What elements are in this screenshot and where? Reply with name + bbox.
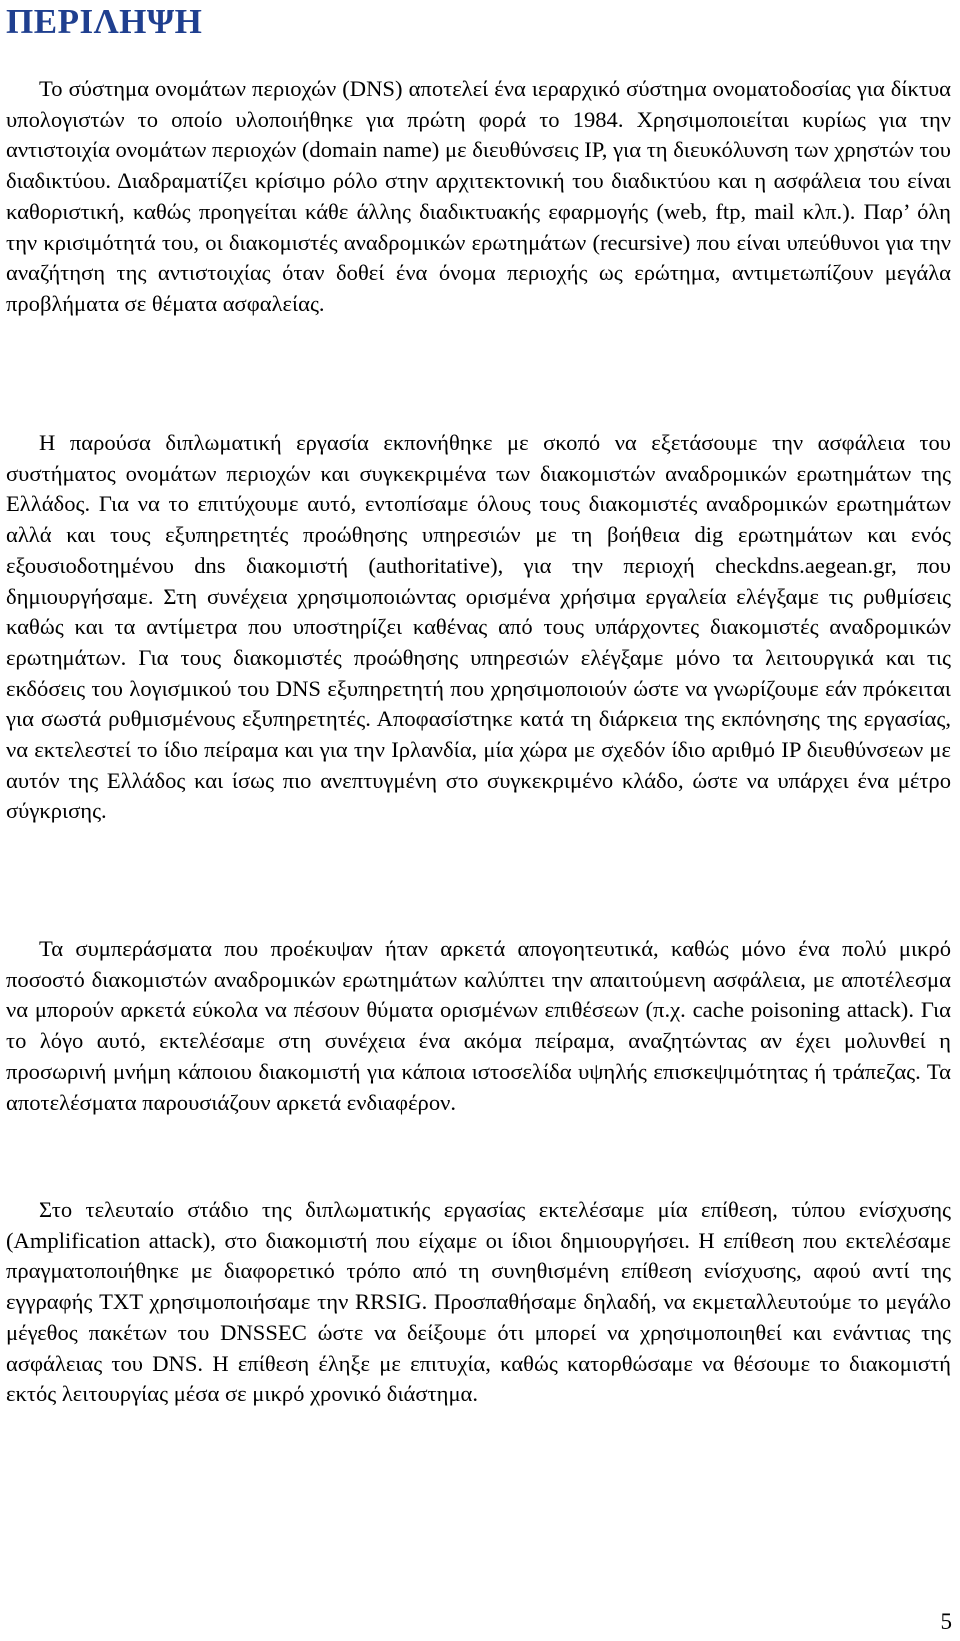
page-heading: ΠΕΡΙΛΗΨΗ (6, 2, 203, 41)
paragraph-attack: Στο τελευταίο στάδιο της διπλωματικής εργασίας εκτελέσαμε μία επίθεση, τύπου ενίσχυσης (Amplification attack), στο διακομιστή που είχαμε οι ίδιοι δημιουργήσει. Η επίθεση που εκτελέσαμε πραγματοποιήθηκε με διαφορετικό τρόπο από τη συνηθισμένη επίθεση ενίσχυσης, αφού αντί της εγγραφής TXT χρησιμοποιήσαμε την RRSIG. Προσπαθήσαμε δηλαδή, να εκμεταλλευτούμε το μεγάλο μέγεθος πακέτων του DNSSEC ώστε να δείξουμε ότι μπορεί να χρησιμοποιηθεί και ενάντιας της ασφάλειας του DNS. Η επίθεση έληξε με επιτυχία, καθώς κατορθώσαμε να θέσουμε το διακομιστή εκτός λειτουργίας μέσα σε μικρό χρονικό διάστημα. (6, 1197, 951, 1407)
paragraph-conclusions: Τα συμπεράσματα που προέκυψαν ήταν αρκετά απογοητευτικά, καθώς μόνο ένα πολύ μικρό ποσοστό διακομιστών αναδρομικών ερωτημάτων καλύπτει την απαιτούμενη ασφάλεια, με αποτέλεσμα να μπορούν αρκετά εύκολα να πέσουν θύματα ορισμένων επιθέσεων (π.χ. cache poisoning attack). Για το λόγο αυτό, εκτελέσαμε στη συνέχεια ένα ακόμα πείραμα, αναζητώντας αν έχει μολυνθεί η προσωρινή μνήμη κάποιου διακομιστή για κάποια ιστοσελίδα υψηλής επισκεψιμότητας ή τράπεζας. Τα αποτελέσματα παρουσιάζουν αρκετά ενδιαφέρον. (6, 936, 951, 1115)
paragraph-methodology: Η παρούσα διπλωματική εργασία εκπονήθηκε με σκοπό να εξετάσουμε την ασφάλεια του συστήματος ονομάτων περιοχών και συγκεκριμένα των διακομιστών αναδρομικών ερωτημάτων της Ελλάδος. Για να το επιτύχουμε αυτό, εντοπίσαμε όλους τους διακομιστές αναδρομικών ερωτημάτων αλλά και τους εξυπηρετητές προώθησης υπηρεσιών με τη βοήθεια dig ερωτημάτων και ενός εξουσιοδοτημένου dns διακομιστή (authoritative), για την περιοχή checkdns.aegean.gr, που δημιουργήσαμε. Στη συνέχεια χρησιμοποιώντας ορισμένα χρήσιμα εργαλεία ελέγξαμε τις ρυθμίσεις καθώς και τα αντίμετρα που υποστηρίζει καθένας από τους υπάρχοντες διακομιστές αναδρομικών ερωτημάτων. Για τους διακομιστές προώθησης υπηρεσιών ελέγξαμε μόνο τα λειτουργικά και τις εκδόσεις του λογισμικού του DNS εξυπηρετητή που χρησιμοποιούν ώστε να γνωρίζουμε εάν πρόκειται για σωστά ρυθμισμένους εξυπηρετητές. Αποφασίστηκε κατά τη διάρκεια της εκπόνησης της εργασίας, να εκτελεστεί το ίδιο πείραμα και για την Ιρλανδία, μία χώρα με σχεδόν ίδιο αριθμό IP διευθύνσεων με αυτόν της Ελλάδος και ίσως πιο ανεπτυγμένη στο συγκεκριμένο κλάδο, ώστε να υπάρχει ένα μέτρο σύγκρισης. (6, 430, 951, 824)
page-number: 5 (940, 1609, 952, 1634)
document-page (6, 0, 954, 1641)
paragraph-intro: Το σύστημα ονομάτων περιοχών (DNS) αποτελεί ένα ιεραρχικό σύστημα ονοματοδοσίας για δίκτυα υπολογιστών το οποίο υλοποιήθηκε για πρώτη φορά το 1984. Χρησιμοποιείται κυρίως για την αντιστοιχία ονομάτων περιοχών (domain name) με διευθύνσεις IP, για τη διευκόλυνση των χρηστών του διαδικτύου. Διαδραματίζει κρίσιμο ρόλο στην αρχιτεκτονική του διαδικτύου και η ασφάλεια του είναι καθοριστική, καθώς προηγείται κάθε άλλης διαδικτυακής εφαρμογής (web, ftp, mail κλπ.). Παρ’ όλη την κρισιμότητά του, οι διακομιστές αναδρομικών ερωτημάτων (recursive) που είναι υπεύθυνοι για την αναζήτηση της αντιστοιχίας όταν δοθεί ένα όνομα περιοχής ως ερώτημα, αντιμετωπίζουν μεγάλα προβλήματα σε θέματα ασφαλείας. (6, 76, 951, 316)
